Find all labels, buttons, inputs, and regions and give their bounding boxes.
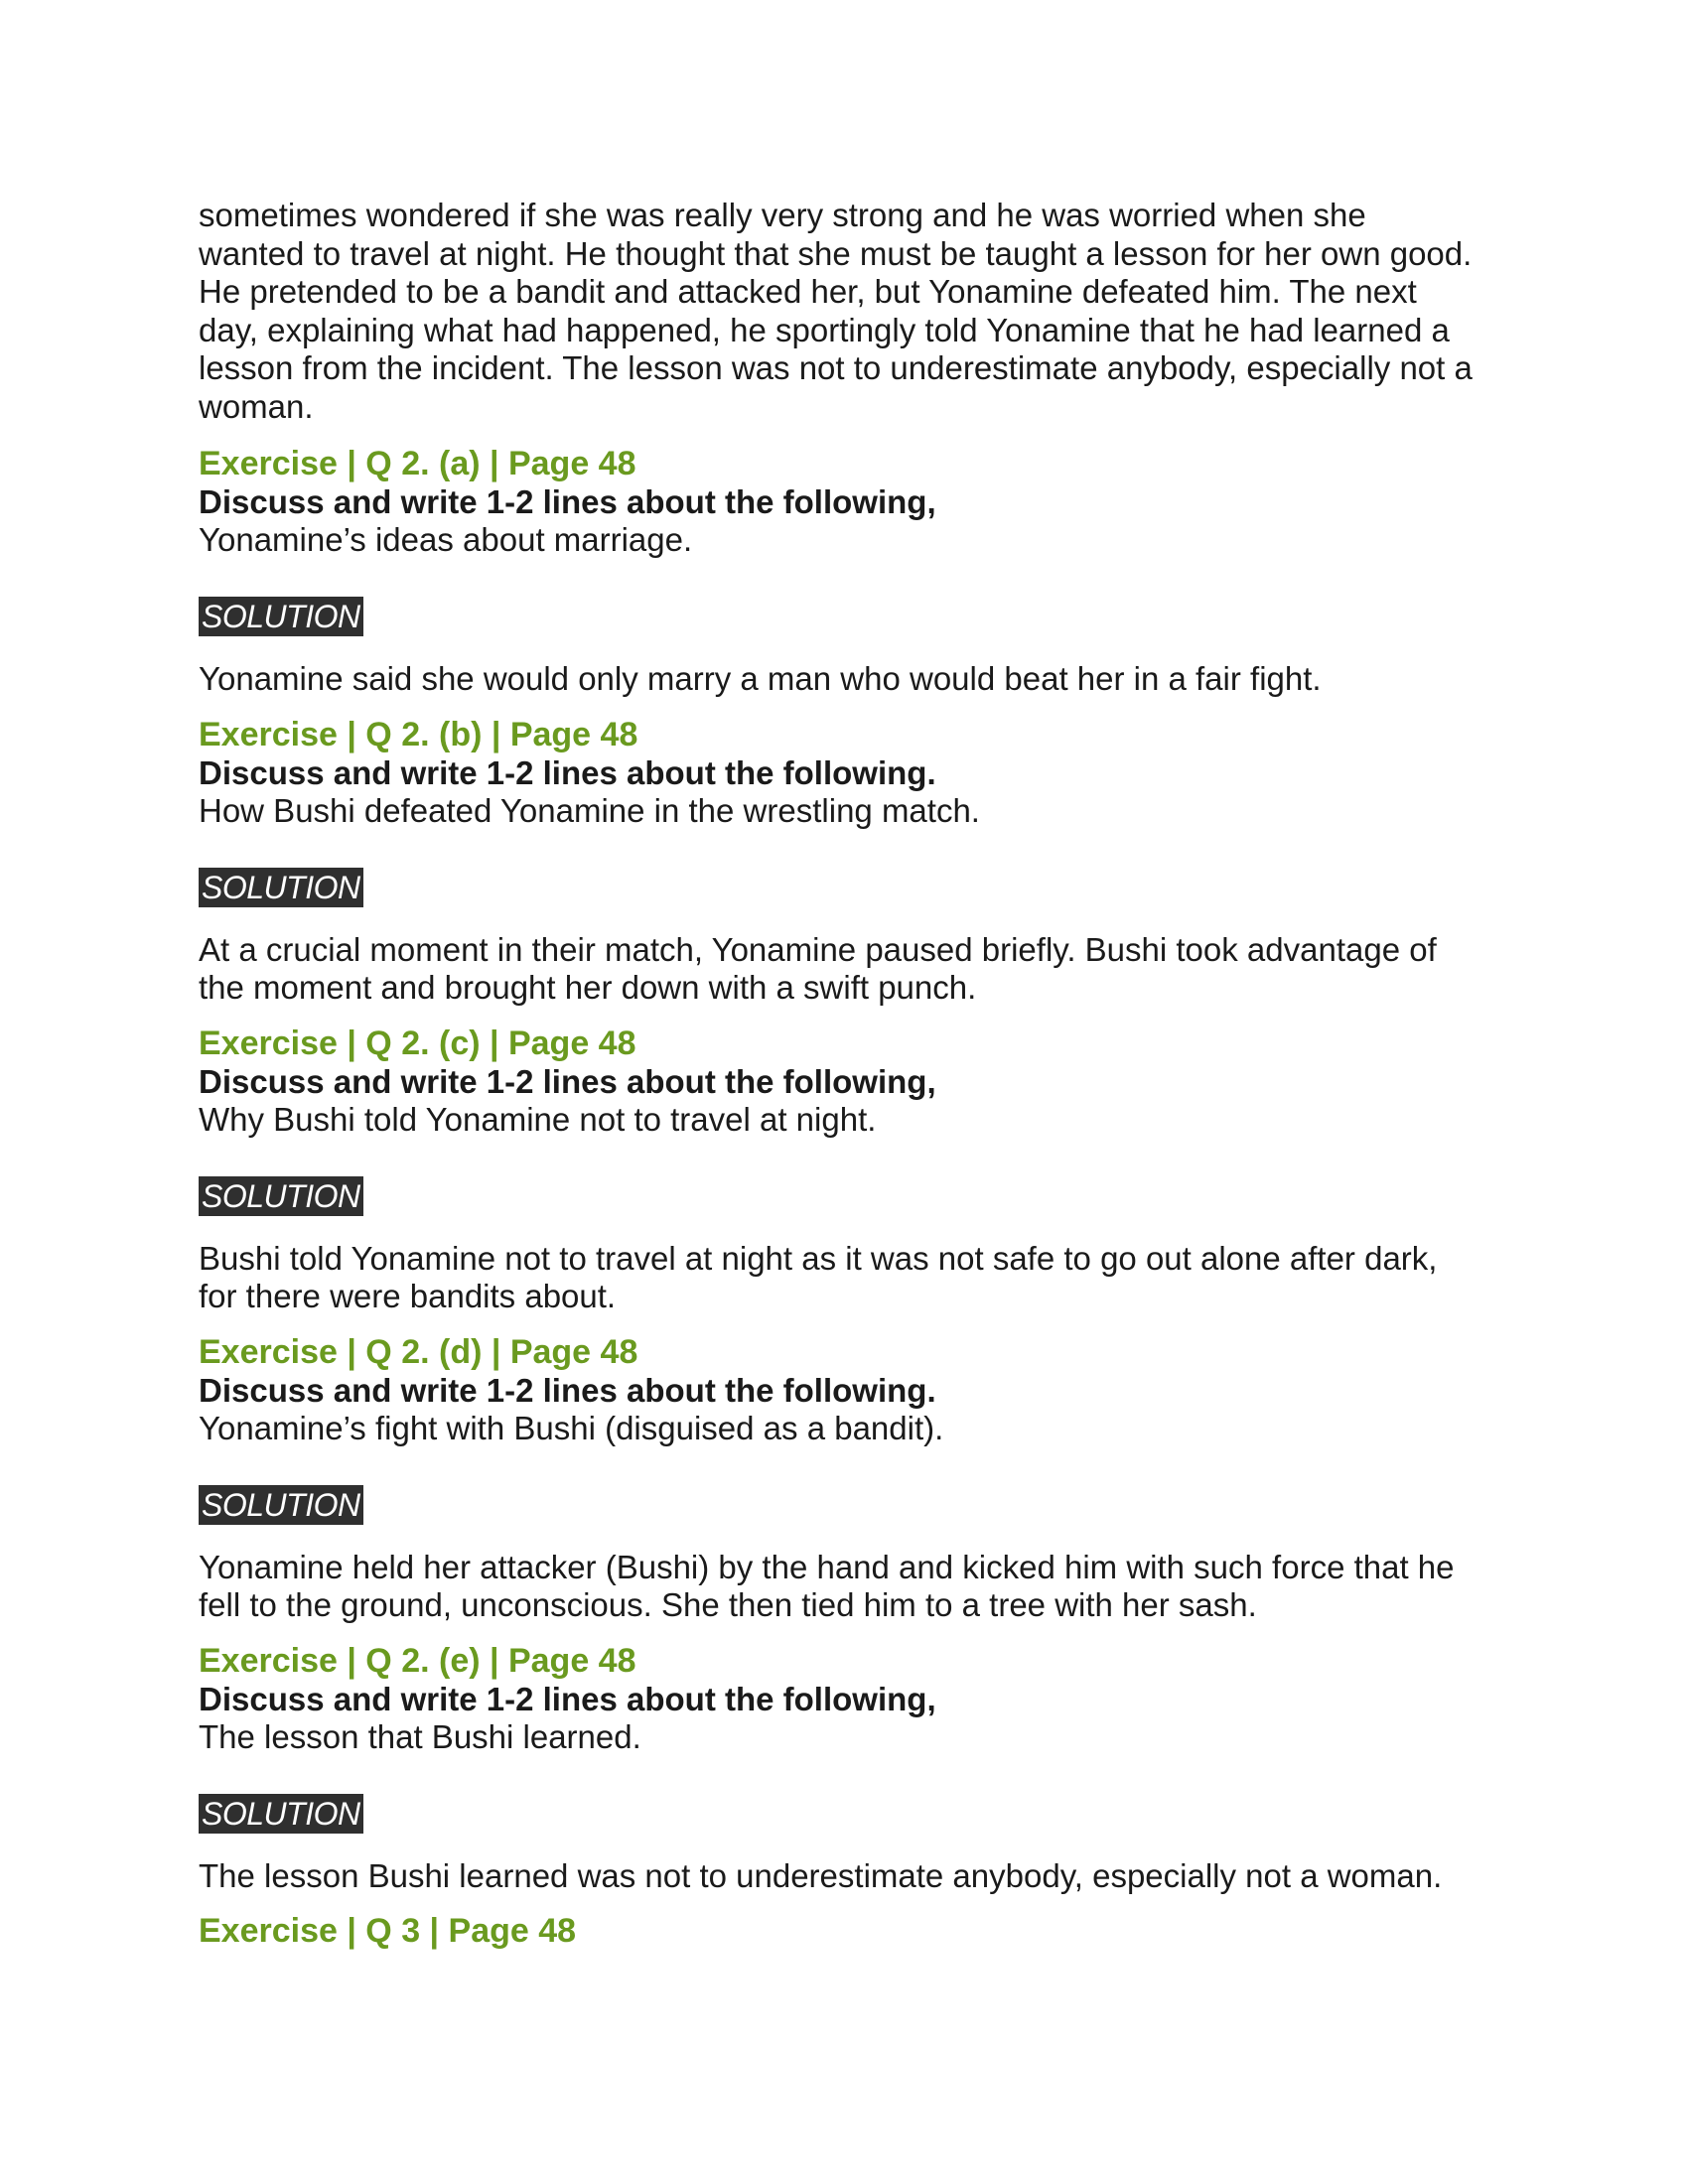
exercise-heading: Exercise | Q 2. (d) | Page 48 xyxy=(199,1332,638,1371)
intro-paragraph xyxy=(199,197,1499,426)
exercise-topic: Yonamine’s fight with Bushi (disguised as a bandit). xyxy=(199,1409,944,1446)
solution-badge: SOLUTION xyxy=(199,1176,363,1216)
solution-badge: SOLUTION xyxy=(199,597,363,636)
solution-badge: SOLUTION xyxy=(199,1485,363,1525)
exercise-heading: Exercise | Q 2. (e) | Page 48 xyxy=(199,1641,636,1680)
exercise-prompt: Discuss and write 1-2 lines about the following. xyxy=(199,753,936,791)
exercise-heading: Exercise | Q 2. (c) | Page 48 xyxy=(199,1024,636,1062)
intro-line: wanted to travel at night. He thought that she must be taught a lesson for her own good. xyxy=(199,234,1473,272)
exercise-topic: How Bushi defeated Yonamine in the wrestling match. xyxy=(199,791,980,829)
exercise-block xyxy=(199,444,1499,699)
exercise-block xyxy=(199,1024,1499,1316)
exercise-topic: Why Bushi told Yonamine not to travel at night. xyxy=(199,1100,877,1138)
answer-line: Bushi told Yonamine not to travel at night as it was not safe to go out alone after dark, xyxy=(199,1239,1438,1277)
exercise-topic: Yonamine’s ideas about marriage. xyxy=(199,521,693,558)
solution-badge: SOLUTION xyxy=(199,1794,363,1834)
exercise-block xyxy=(199,715,1499,1008)
intro-line: sometimes wondered if she was really very strong and he was worried when she xyxy=(199,197,1366,233)
solution-answer xyxy=(199,931,1499,1008)
page-content xyxy=(199,197,1499,1951)
exercise-heading: Exercise | Q 2. (a) | Page 48 xyxy=(199,445,636,482)
exercise-block xyxy=(199,1641,1499,1896)
exercise-prompt: Discuss and write 1-2 lines about the following, xyxy=(199,1680,936,1717)
solution-answer xyxy=(199,1857,1499,1896)
exercise-prompt: Discuss and write 1-2 lines about the following, xyxy=(199,1062,936,1100)
intro-line: lesson from the incident. The lesson was not to underestimate anybody, especially not a xyxy=(199,349,1473,386)
answer-line: Yonamine said she would only marry a man who would beat her in a fair fight. xyxy=(199,660,1322,697)
exercise-block xyxy=(199,1332,1499,1625)
solution-badge: SOLUTION xyxy=(199,868,363,907)
exercise-heading: Exercise | Q 2. (b) | Page 48 xyxy=(199,715,638,753)
answer-line: At a crucial moment in their match, Yonamine paused briefly. Bushi took advantage of xyxy=(199,930,1437,968)
exercise-heading-q3: Exercise | Q 3 | Page 48 xyxy=(199,1912,577,1950)
answer-line: fell to the ground, unconscious. She then tied him to a tree with her sash. xyxy=(199,1586,1257,1623)
answer-line: for there were bandits about. xyxy=(199,1278,617,1314)
solution-answer xyxy=(199,660,1499,699)
exercise-prompt: Discuss and write 1-2 lines about the following, xyxy=(199,483,936,520)
exercise-prompt: Discuss and write 1-2 lines about the following. xyxy=(199,1371,936,1409)
solution-answer xyxy=(199,1240,1499,1316)
intro-line: He pretended to be a bandit and attacked her, but Yonamine defeated him. The next xyxy=(199,273,1417,310)
solution-answer xyxy=(199,1549,1499,1625)
answer-line: Yonamine held her attacker (Bushi) by the hand and kicked him with such force that he xyxy=(199,1548,1455,1585)
exercise-topic: The lesson that Bushi learned. xyxy=(199,1717,641,1755)
answer-line: the moment and brought her down with a swift punch. xyxy=(199,969,977,1006)
intro-line: day, explaining what had happened, he sportingly told Yonamine that he had learned a xyxy=(199,311,1450,348)
intro-line: woman. xyxy=(199,387,314,425)
answer-line: The lesson Bushi learned was not to underestimate anybody, especially not a woman. xyxy=(199,1856,1443,1894)
